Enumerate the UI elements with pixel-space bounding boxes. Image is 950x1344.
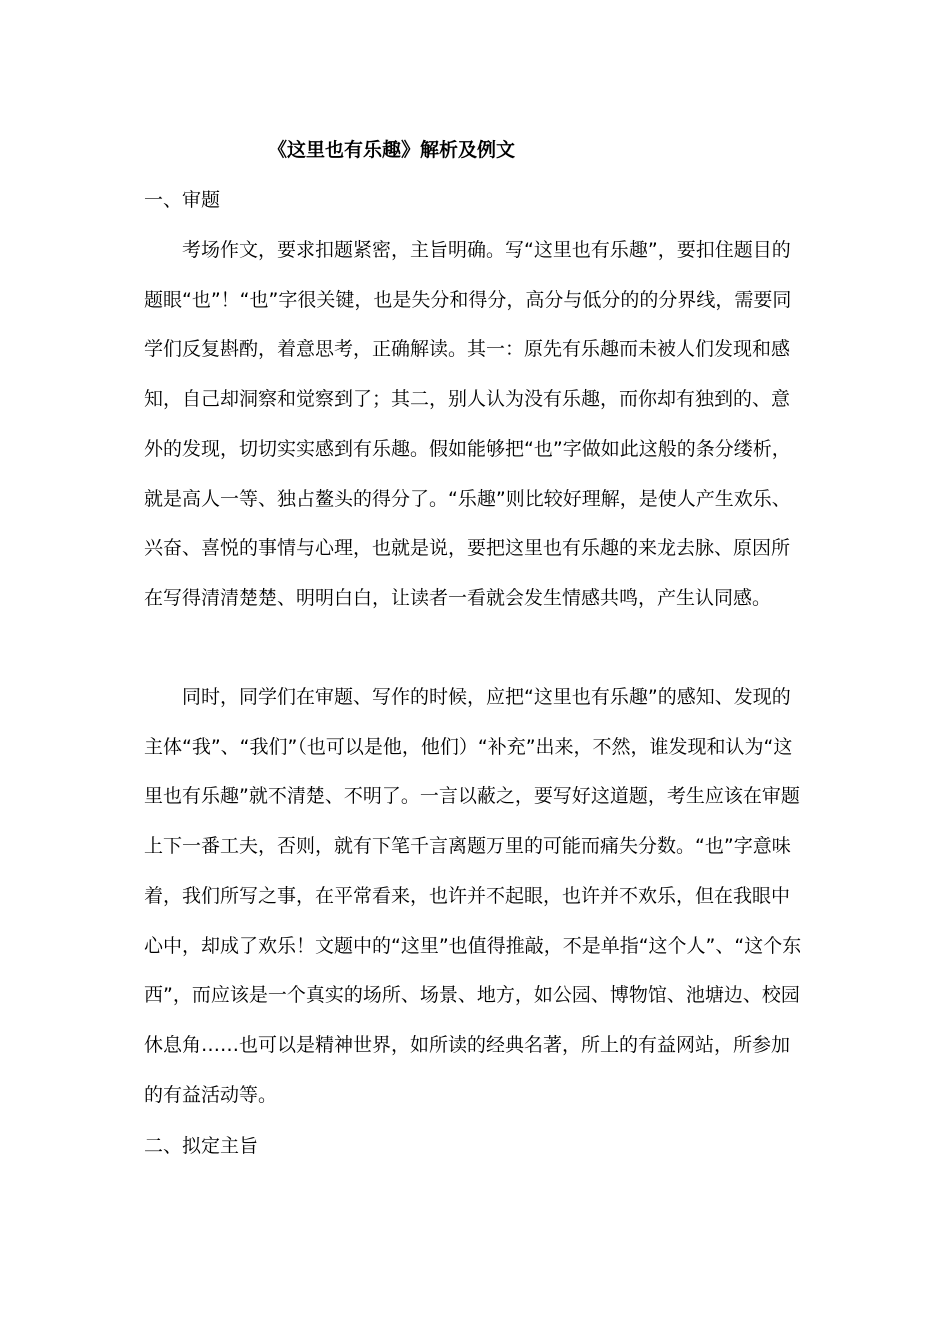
section-heading-review: 一、审题 [144,189,221,211]
paragraph-review-2: 同时，同学们在审题、写作的时候，应把“这里也有乐趣”的感知、发现的主体“我”、“我们”（也可以是他，他们）“补充”出来，不然，谁发现和认为“这里也有乐趣”就不清楚、不明了。一言以蔽之，要写好这道题，考生应该在审题上下一番工夫，否则，就有下笔千言离题万里的可能而痛失分数。“也”字意味着，我们所写之事，在平常看来，也许并不起眼，也许并不欢乐，但在我眼中心中，却成了欢乐！文题中的“这里”也值得推敲，不是单指“这个人”、“这个东西”，而应该是一个真实的场所、场景、地方，如公园、博物馆、池塘边、校园休息角……也可以是精神世界，如所读的经典名著，所上的有益网站，所参加的有益活动等。 [144,686,802,1106]
document-title: 《这里也有乐趣》解析及例文 [268,139,516,161]
paragraph-review-1: 考场作文，要求扣题紧密，主旨明确。写“这里也有乐趣”，要扣住题目的题眼“也”！“也”字很关键，也是失分和得分，高分与低分的的分界线，需要同学们反复斟酌，着意思考，正确解读。其一：原先有乐趣而未被人们发现和感知，自己却洞察和觉察到了；其二，别人认为没有乐趣，而你却有独到的、意外的发现，切切实实感到有乐趣。假如能够把“也”字做如此这般的条分缕析，就是高人一等、独占鳌头的得分了。“乐趣”则比较好理解，是使人产生欢乐、兴奋、喜悦的事情与心理，也就是说，要把这里也有乐趣的来龙去脉、原因所在写得清清楚楚、明明白白，让读者一看就会发生情感共鸣，产生认同感。 [144,239,792,609]
section-heading-theme: 二、拟定主旨 [144,1135,259,1157]
